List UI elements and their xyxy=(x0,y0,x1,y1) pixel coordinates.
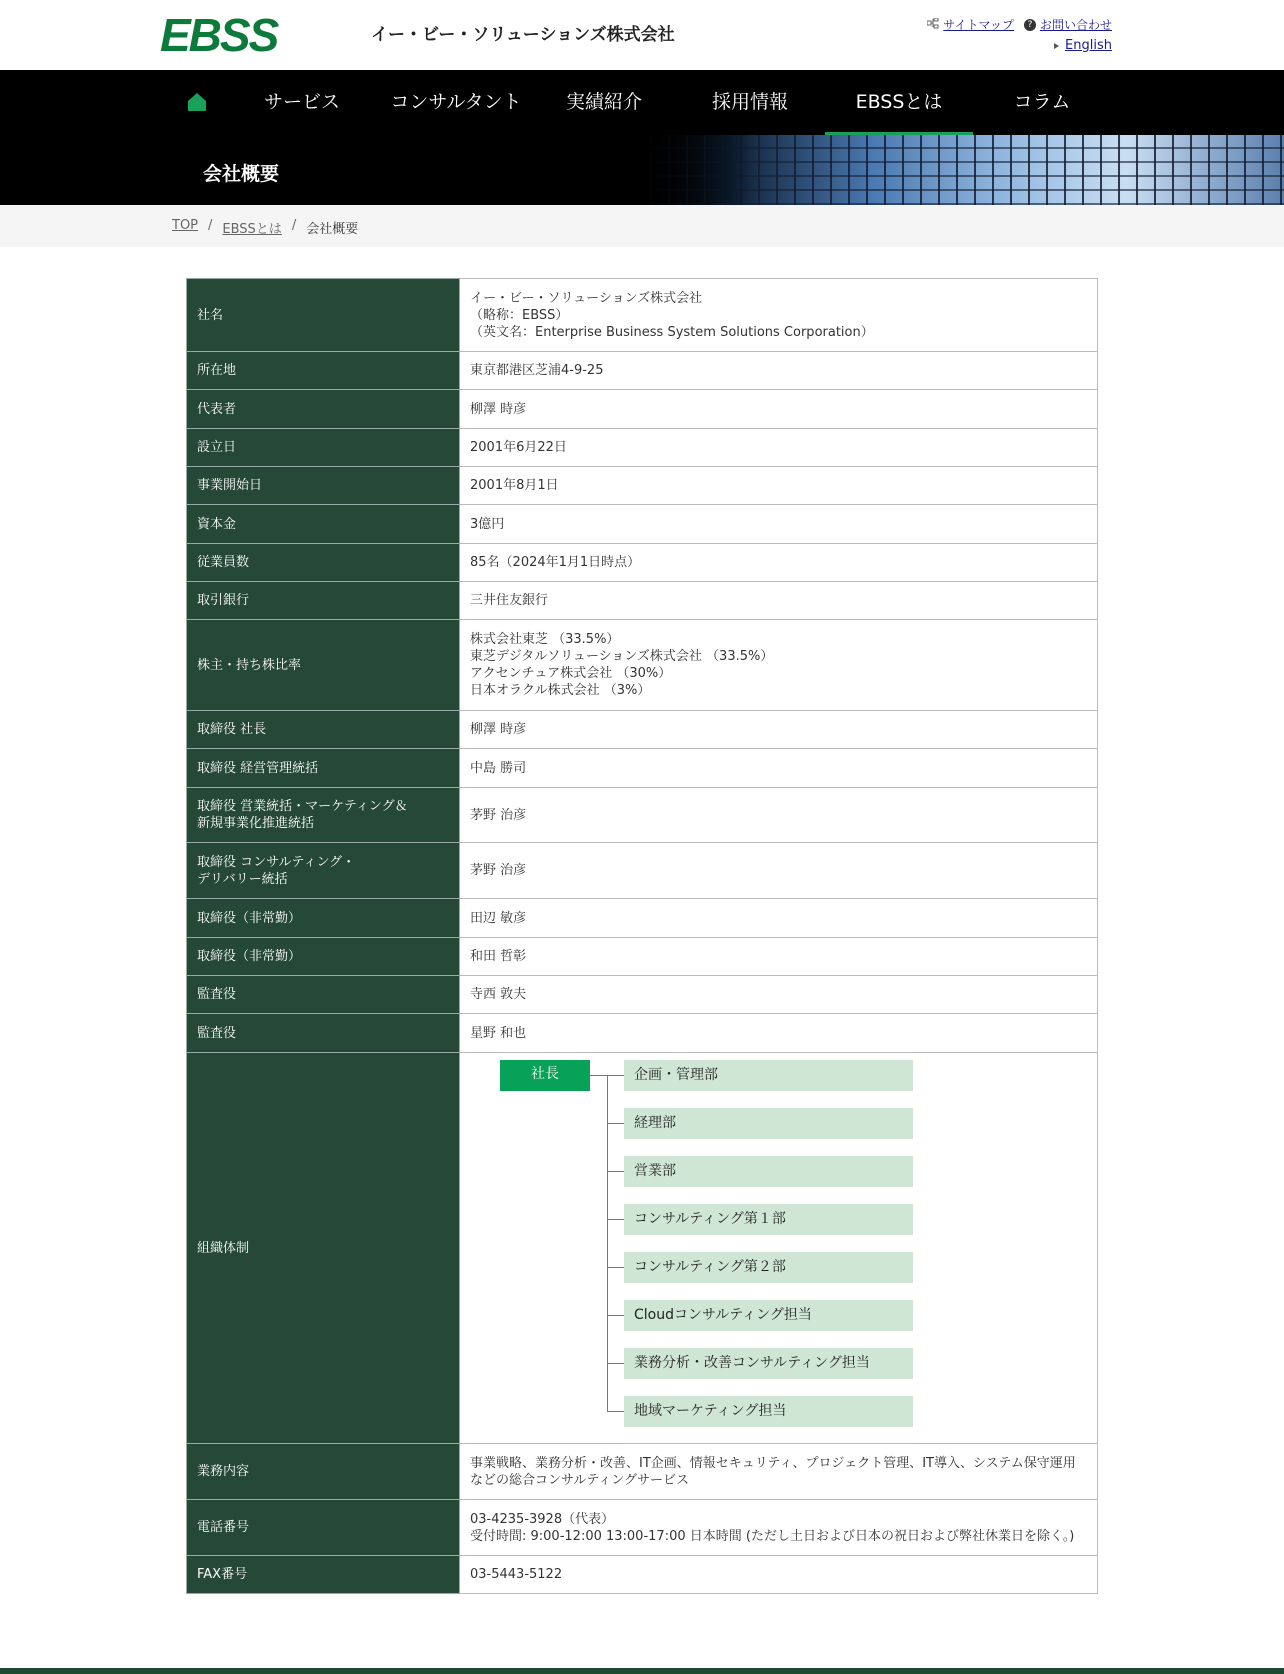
row-label: 組織体制 xyxy=(187,1053,460,1444)
row-value xyxy=(460,620,1098,711)
table-row xyxy=(187,788,1098,843)
company-info-table xyxy=(186,278,1098,1594)
row-label: 業務内容 xyxy=(187,1444,460,1500)
global-nav xyxy=(0,70,1284,135)
row-label: 設立日 xyxy=(187,429,460,467)
org-connector xyxy=(607,1267,624,1268)
org-department: Cloudコンサルティング担当 xyxy=(624,1300,913,1331)
row-value: 三井住友銀行 xyxy=(460,582,1098,620)
row-label: 取締役（非常勤） xyxy=(187,899,460,938)
table-row xyxy=(187,467,1098,505)
row-value: 東京都港区芝浦4-9-25 xyxy=(460,352,1098,390)
shareholder-line: 日本オラクル株式会社 （3%） xyxy=(470,683,651,698)
shareholder-line: アクセンチュア株式会社 （30%） xyxy=(470,666,672,681)
row-label: 取締役（非常勤） xyxy=(187,938,460,976)
org-connector xyxy=(607,1219,624,1220)
nav-services[interactable]: サービス xyxy=(263,91,340,113)
home-icon[interactable] xyxy=(187,92,207,112)
table-row xyxy=(187,279,1098,352)
row-value: 3億円 xyxy=(460,505,1098,544)
row-value: 田辺 敏彦 xyxy=(460,899,1098,938)
sitemap-icon xyxy=(927,18,939,32)
contact-link[interactable]: お問い合わせ xyxy=(1039,18,1112,32)
org-department: 営業部 xyxy=(624,1156,913,1187)
row-value xyxy=(460,1500,1098,1556)
breadcrumb xyxy=(0,205,1284,247)
row-label xyxy=(187,788,460,843)
table-row xyxy=(187,429,1098,467)
nav-case-studies[interactable]: 実績紹介 xyxy=(565,91,642,113)
row-value: 茅野 治彦 xyxy=(460,788,1098,843)
nav-column[interactable]: コラム xyxy=(1013,91,1071,113)
utility-links xyxy=(917,14,1112,56)
row-value: 柳澤 時彦 xyxy=(460,711,1098,749)
row-value: 和田 哲彰 xyxy=(460,938,1098,976)
footer-bar xyxy=(0,1668,1284,1674)
row-label: 取締役 経営管理統括 xyxy=(187,749,460,788)
row-label: 取引銀行 xyxy=(187,582,460,620)
table-row xyxy=(187,749,1098,788)
row-value: 柳澤 時彦 xyxy=(460,390,1098,429)
table-row xyxy=(187,544,1098,582)
row-value: 茅野 治彦 xyxy=(460,843,1098,899)
org-department: 企画・管理部 xyxy=(624,1060,913,1091)
table-row xyxy=(187,505,1098,544)
table-row xyxy=(187,899,1098,938)
company-abbrev-line: （略称：EBSS） xyxy=(470,307,569,323)
row-label: 監査役 xyxy=(187,976,460,1014)
org-department: 経理部 xyxy=(624,1108,913,1139)
table-row xyxy=(187,1444,1098,1500)
org-department: コンサルティング第２部 xyxy=(624,1252,913,1283)
org-department: 地域マーケティング担当 xyxy=(624,1396,913,1427)
breadcrumb-separator: / xyxy=(208,218,213,233)
row-label: 所在地 xyxy=(187,352,460,390)
nav-consultants[interactable]: コンサルタント xyxy=(390,91,522,113)
nav-recruit[interactable]: 採用情報 xyxy=(711,91,788,113)
row-label: 株主・持ち株比率 xyxy=(187,620,460,711)
help-icon: ? xyxy=(1024,19,1036,31)
breadcrumb-top[interactable]: TOP xyxy=(172,218,199,233)
org-department: コンサルティング第１部 xyxy=(624,1204,913,1235)
ebss-logo[interactable]: EBSS xyxy=(160,9,278,61)
table-row xyxy=(187,976,1098,1014)
row-value: 03-5443-5122 xyxy=(460,1556,1098,1594)
row-label: 取締役 社長 xyxy=(187,711,460,749)
org-connector xyxy=(607,1075,624,1076)
label-line: 取締役 営業統括・マーケティング＆ xyxy=(197,799,408,814)
row-label: 電話番号 xyxy=(187,1500,460,1556)
label-line: 新規事業化推進統括 xyxy=(197,816,315,831)
breadcrumb-current: 会社概要 xyxy=(306,222,359,237)
org-department: 業務分析・改善コンサルティング担当 xyxy=(624,1348,913,1379)
label-line: デリバリー統括 xyxy=(197,871,288,887)
table-row xyxy=(187,1014,1098,1053)
company-name-line: イー・ビー・ソリューションズ株式会社 xyxy=(470,290,703,306)
row-value: 2001年6月22日 xyxy=(460,429,1098,467)
nav-about-ebss[interactable]: EBSSとは xyxy=(825,70,973,135)
table-row xyxy=(187,1053,1098,1444)
table-row xyxy=(187,1500,1098,1556)
business-hours: 受付時間: 9:00-12:00 13:00-17:00 日本時間 (ただし土日および日本の祝日および弊社休業日を除く。) xyxy=(470,1528,1075,1544)
table-row xyxy=(187,938,1098,976)
org-connector xyxy=(607,1411,624,1412)
table-row xyxy=(187,711,1098,749)
breadcrumb-about[interactable]: EBSSとは xyxy=(222,222,282,237)
org-connector xyxy=(607,1363,624,1364)
row-value: 2001年8月1日 xyxy=(460,467,1098,505)
row-label: 従業員数 xyxy=(187,544,460,582)
table-row xyxy=(187,390,1098,429)
row-value xyxy=(460,279,1098,352)
row-label: 事業開始日 xyxy=(187,467,460,505)
row-value: 85名（2024年1月1日時点） xyxy=(460,544,1098,582)
page-title: 会社概要 xyxy=(203,163,280,185)
row-value: 寺西 敦夫 xyxy=(460,976,1098,1014)
shareholder-line: 株式会社東芝 （33.5%） xyxy=(470,632,620,647)
org-president-box: 社長 xyxy=(500,1060,590,1091)
org-connector xyxy=(607,1123,624,1124)
row-value: 中島 勝司 xyxy=(460,749,1098,788)
org-connector xyxy=(607,1171,624,1172)
company-english-line: （英文名：Enterprise Business System Solutions Corporation） xyxy=(470,324,874,340)
english-link[interactable]: English xyxy=(1065,38,1112,53)
row-label: 資本金 xyxy=(187,505,460,544)
row-label: 代表者 xyxy=(187,390,460,429)
org-connector xyxy=(590,1075,607,1076)
org-connector xyxy=(607,1075,608,1412)
breadcrumb-separator: / xyxy=(291,218,297,233)
row-value: 星野 和也 xyxy=(460,1014,1098,1053)
site-header xyxy=(0,0,1284,70)
row-value: 事業戦略、業務分析・改善、IT企画、情報セキュリティ、プロジェクト管理、IT導入、システム保守運用などの総合コンサルティングサービス xyxy=(460,1444,1098,1500)
table-row xyxy=(187,843,1098,899)
row-label: 社名 xyxy=(187,279,460,352)
table-row xyxy=(187,620,1098,711)
company-name: イー・ビー・ソリューションズ株式会社 xyxy=(371,25,675,45)
org-connector xyxy=(607,1315,624,1316)
row-label xyxy=(187,843,460,899)
shareholder-line: 東芝デジタルソリューションズ株式会社 （33.5%） xyxy=(470,649,774,664)
row-label: FAX番号 xyxy=(187,1556,460,1594)
table-row xyxy=(187,1556,1098,1594)
table-row xyxy=(187,352,1098,390)
org-chart-cell xyxy=(460,1053,1098,1444)
table-row xyxy=(187,582,1098,620)
org-chart xyxy=(470,1057,1050,1432)
label-line: 取締役 コンサルティング・ xyxy=(197,854,356,870)
row-label: 監査役 xyxy=(187,1014,460,1053)
sitemap-link[interactable]: サイトマップ xyxy=(943,18,1014,32)
caret-right-icon xyxy=(1054,43,1059,49)
page-banner xyxy=(0,135,1284,205)
phone-number: 03-4235-3928（代表） xyxy=(470,1511,615,1527)
